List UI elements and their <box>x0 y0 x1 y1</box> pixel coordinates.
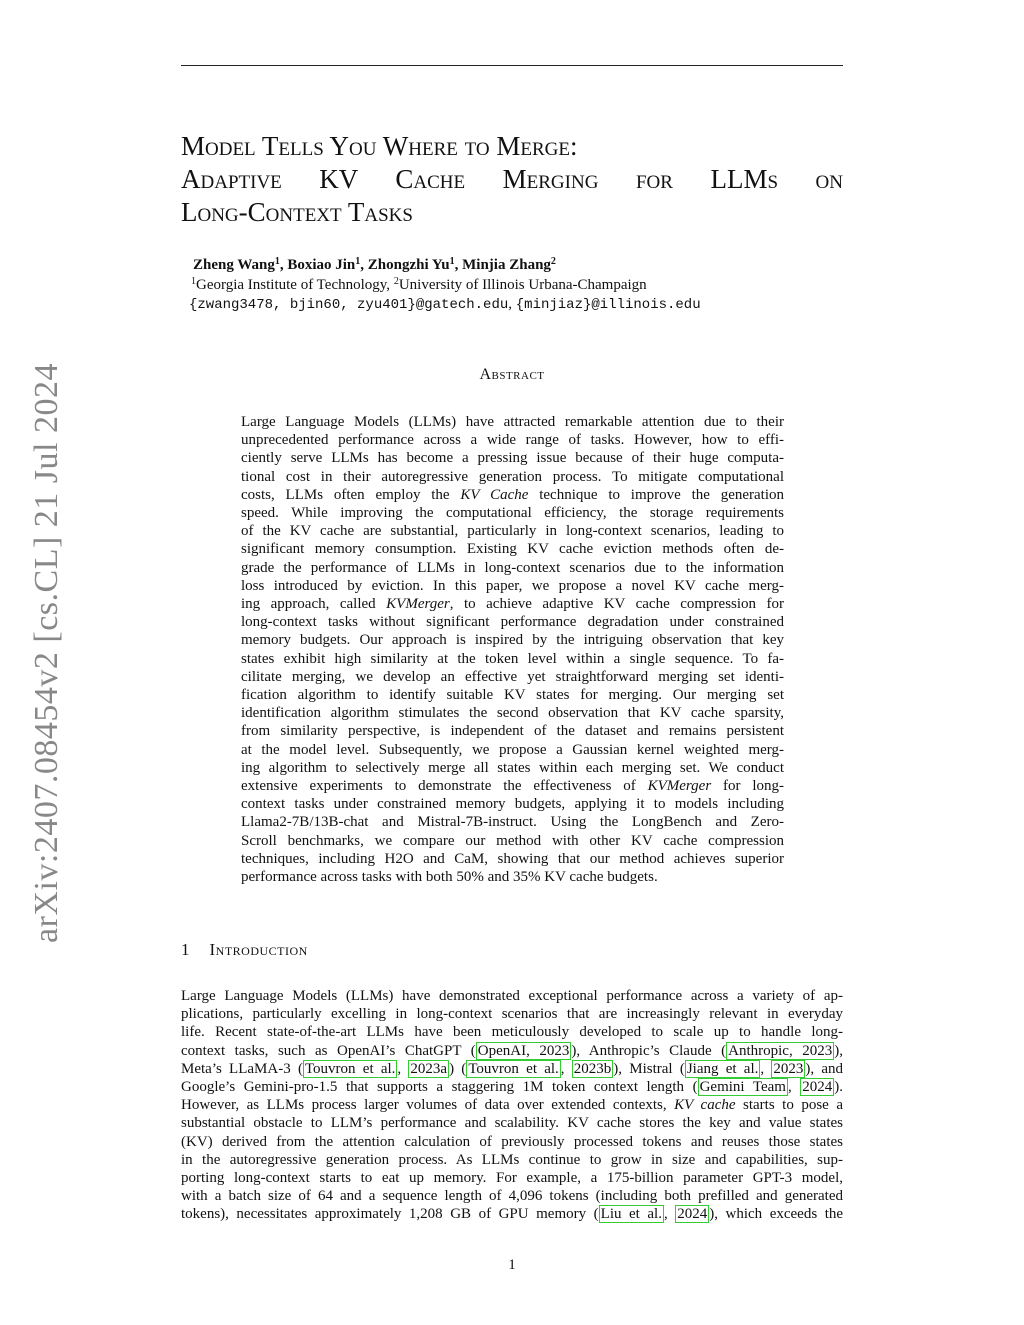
intro-line <box>181 1096 843 1114</box>
intro-text: Meta’s LLaMA-3 ( <box>181 1060 303 1077</box>
abstract-line: identification algorithm stimulates the second observation that KV cache sparsity, <box>241 705 784 722</box>
author-emails <box>189 296 701 313</box>
abstract-line: from similarity perspective, is independent of the dataset and remains persistent <box>241 723 784 740</box>
author-affiliation-mark: 1 <box>449 256 455 267</box>
intro-text: ), which exceeds the <box>709 1206 844 1223</box>
citation-separator: , <box>560 1060 572 1077</box>
title-line-1: Model Tells You Where to Merge: <box>181 131 578 161</box>
abstract-body <box>241 413 784 886</box>
abstract-line: states exhibit high similarity at the token level within a single sequence. To fa- <box>241 650 784 667</box>
abstract-emphasis: KVMerger <box>386 596 450 613</box>
title-line-3: Long-Context Tasks <box>181 197 413 227</box>
abstract-emphasis: KV Cache <box>460 486 529 503</box>
abstract-line: performance across tasks with both 50% and 35% KV cache budgets. <box>241 869 658 886</box>
intro-text: ) ( <box>449 1060 467 1077</box>
citation-link[interactable]: Touvron et al. <box>304 1060 396 1077</box>
intro-text: Google’s Gemini-pro-1.5 that supports a staggering 1M token context length ( <box>181 1079 698 1096</box>
intro-line: plications, particularly excelling in long-context scenarios that are increasingly relevant in everyday <box>181 1006 843 1023</box>
intro-text: context tasks, such as OpenAI’s ChatGPT ( <box>181 1042 476 1059</box>
abstract-line: long-context tasks without significant performance degradation under constrained <box>241 614 784 631</box>
author-name: Boxiao Jin <box>287 257 356 273</box>
abstract-line: tional cost in their autoregressive generation process. To mitigate computational <box>241 468 784 485</box>
paper-title <box>181 130 843 229</box>
abstract-line: Large Language Models (LLMs) have attracted remarkable attention due to their <box>241 414 784 430</box>
abstract-line: significant memory consumption. Existing KV cache eviction methods often de- <box>241 541 784 558</box>
citation-link[interactable]: Anthropic, 2023 <box>728 1042 833 1059</box>
intro-text: ), Mistral ( <box>613 1060 685 1077</box>
intro-line: life. Recent state-of-the-art LLMs have been meticulously developed to scale up to handle long- <box>181 1024 843 1041</box>
intro-text: tokens), necessitates approximately 1,208 GB of GPU memory ( <box>181 1206 599 1223</box>
abstract-emphasis: KVMerger <box>647 778 712 795</box>
author-affiliation-mark: 1 <box>274 256 280 267</box>
citation-link[interactable]: OpenAI, 2023 <box>477 1042 570 1059</box>
intro-line: substantial obstacle to LLM’s performance and scalability. KV cache stores the key and value states <box>181 1115 843 1132</box>
title-line-2: Adaptive KV Cache Merging for LLMs on <box>181 164 843 194</box>
abstract-line: fication algorithm to identify suitable KV states for merging. Our merging set <box>241 687 784 704</box>
abstract-heading: Abstract <box>479 366 545 383</box>
abstract-line: context tasks under constrained memory budgets, applying it to models including <box>241 796 784 813</box>
abstract-line: costs, LLMs often employ the KV Cache technique to improve the generation <box>241 486 785 503</box>
abstract-line: loss introduced by eviction. In this paper, we propose a novel KV cache merg- <box>241 577 784 594</box>
citation-link[interactable]: Gemini Team <box>699 1079 786 1096</box>
citation-separator: , <box>760 1060 772 1077</box>
affiliation-mark: 1 <box>191 276 196 287</box>
abstract-line: cilitate merging, we develop an effective yet straightforward merging set identi- <box>241 668 784 685</box>
citation-separator: , <box>397 1060 409 1077</box>
section-title: Introduction <box>209 940 308 959</box>
affiliation-1: Georgia Institute of Technology, <box>196 277 394 293</box>
intro-line: porting long-context starts to eat up memory. For example, a 175-billion parameter GPT-3 model, <box>181 1170 843 1187</box>
citation-link[interactable]: Jiang et al. <box>686 1060 759 1077</box>
author-affiliation-mark: 2 <box>550 256 556 267</box>
email-separator: , <box>508 296 516 312</box>
abstract-line: Llama2-7B/13B-chat and Mistral-7B-instruct. Using the LongBench and Zero- <box>241 814 784 831</box>
arxiv-id: arXiv:2407.08454v2 [cs.CL] 21 Jul 2024 <box>28 363 65 943</box>
abstract-line: Scroll benchmarks, we compare our method with other KV cache compression <box>241 832 784 849</box>
citation-link[interactable]: 2023 <box>773 1060 804 1077</box>
citation-link[interactable]: Liu et al. <box>600 1206 662 1223</box>
citation-link[interactable]: 2024 <box>802 1079 833 1096</box>
author-affiliation-mark: 1 <box>355 256 361 267</box>
page-number: 1 <box>508 1257 516 1273</box>
intro-text: ), <box>834 1042 843 1059</box>
abstract-line: speed. While improving the computational efficiency, the storage requirements <box>241 505 784 522</box>
intro-text: ), and <box>805 1060 843 1077</box>
abstract-line: at the model level. Subsequently, we propose a Gaussian kernel weighted merg- <box>241 741 784 758</box>
intro-text: ). <box>834 1079 844 1096</box>
abstract-line: of the KV cache are substantial, particularly in long-context scenarios, leading to <box>241 523 784 540</box>
intro-line: in the autoregressive generation process. As LLMs continue to grow in size and capabilities, sup- <box>181 1151 843 1168</box>
abstract-line: grade the performance of LLMs in long-context scenarios due to the information <box>241 559 784 576</box>
abstract-line: extensive experiments to demonstrate the effectiveness of KVMerger for long- <box>241 778 784 795</box>
intro-line: (KV) derived from the attention calculation of previously processed tokens and reuses those states <box>181 1133 843 1150</box>
intro-text: ), Anthropic’s Claude ( <box>571 1042 727 1059</box>
intro-text: However, as LLMs process larger volumes of data over extended contexts, <box>181 1097 675 1114</box>
email-group-gatech[interactable]: {zwang3478, bjin60, zyu401}@gatech.edu <box>189 297 509 313</box>
author-name: Zhongzhi Yu <box>367 257 450 273</box>
section-heading <box>181 940 308 960</box>
introduction-body <box>181 987 843 1224</box>
intro-text: starts to pose a <box>735 1097 843 1114</box>
abstract-line: ing approach, called KVMerger, to achieve adaptive KV cache compression for <box>241 596 785 613</box>
intro-line <box>181 1078 843 1096</box>
author-list: Zheng Wang$^1$, Boxiao Jin$^1$, Zhongzhi Yu$^1$, Minjia Zhang$^2$ <box>193 256 556 273</box>
citation-separator: , <box>787 1079 801 1096</box>
abstract-line: ciently serve LLMs has become a pressing issue because of their huge computa- <box>241 450 784 467</box>
abstract-line: ing algorithm to selectively merge all states within each merging set. We conduct <box>241 759 784 776</box>
author-name: Minjia Zhang <box>462 257 551 273</box>
abstract-line: techniques, including H2O and CaM, showing that our method achieves superior <box>241 850 784 867</box>
intro-line <box>181 1042 843 1060</box>
abstract-line: memory budgets. Our approach is inspired by the intriguing observation that key <box>241 632 784 649</box>
affiliation-2: University of Illinois Urbana-Champaign <box>398 277 647 293</box>
intro-line <box>181 1060 843 1078</box>
intro-emphasis: KV cache <box>674 1097 736 1114</box>
intro-line: with a batch size of 64 and a sequence length of 4,096 tokens (including both prefilled and generated <box>181 1188 843 1205</box>
intro-line: Large Language Models (LLMs) have demonstrated exceptional performance across a variety of ap- <box>181 988 843 1004</box>
affiliation-mark: 2 <box>393 276 399 287</box>
affiliations <box>191 277 647 294</box>
author-name: Zheng Wang <box>193 257 275 273</box>
abstract-line: unprecedented performance across a wide range of tasks. However, how to effi- <box>241 432 784 449</box>
citation-link[interactable]: 2023b <box>573 1060 612 1077</box>
top-rule <box>181 65 843 66</box>
section-number: 1 <box>181 940 190 959</box>
citation-link[interactable]: Touvron et al. <box>468 1060 559 1077</box>
citation-link[interactable]: 2024 <box>677 1206 708 1223</box>
citation-separator: , <box>663 1206 676 1223</box>
citation-link[interactable]: 2023a <box>410 1060 448 1077</box>
intro-line <box>181 1205 843 1223</box>
email-group-illinois[interactable]: {minjiaz}@illinois.edu <box>515 297 701 313</box>
